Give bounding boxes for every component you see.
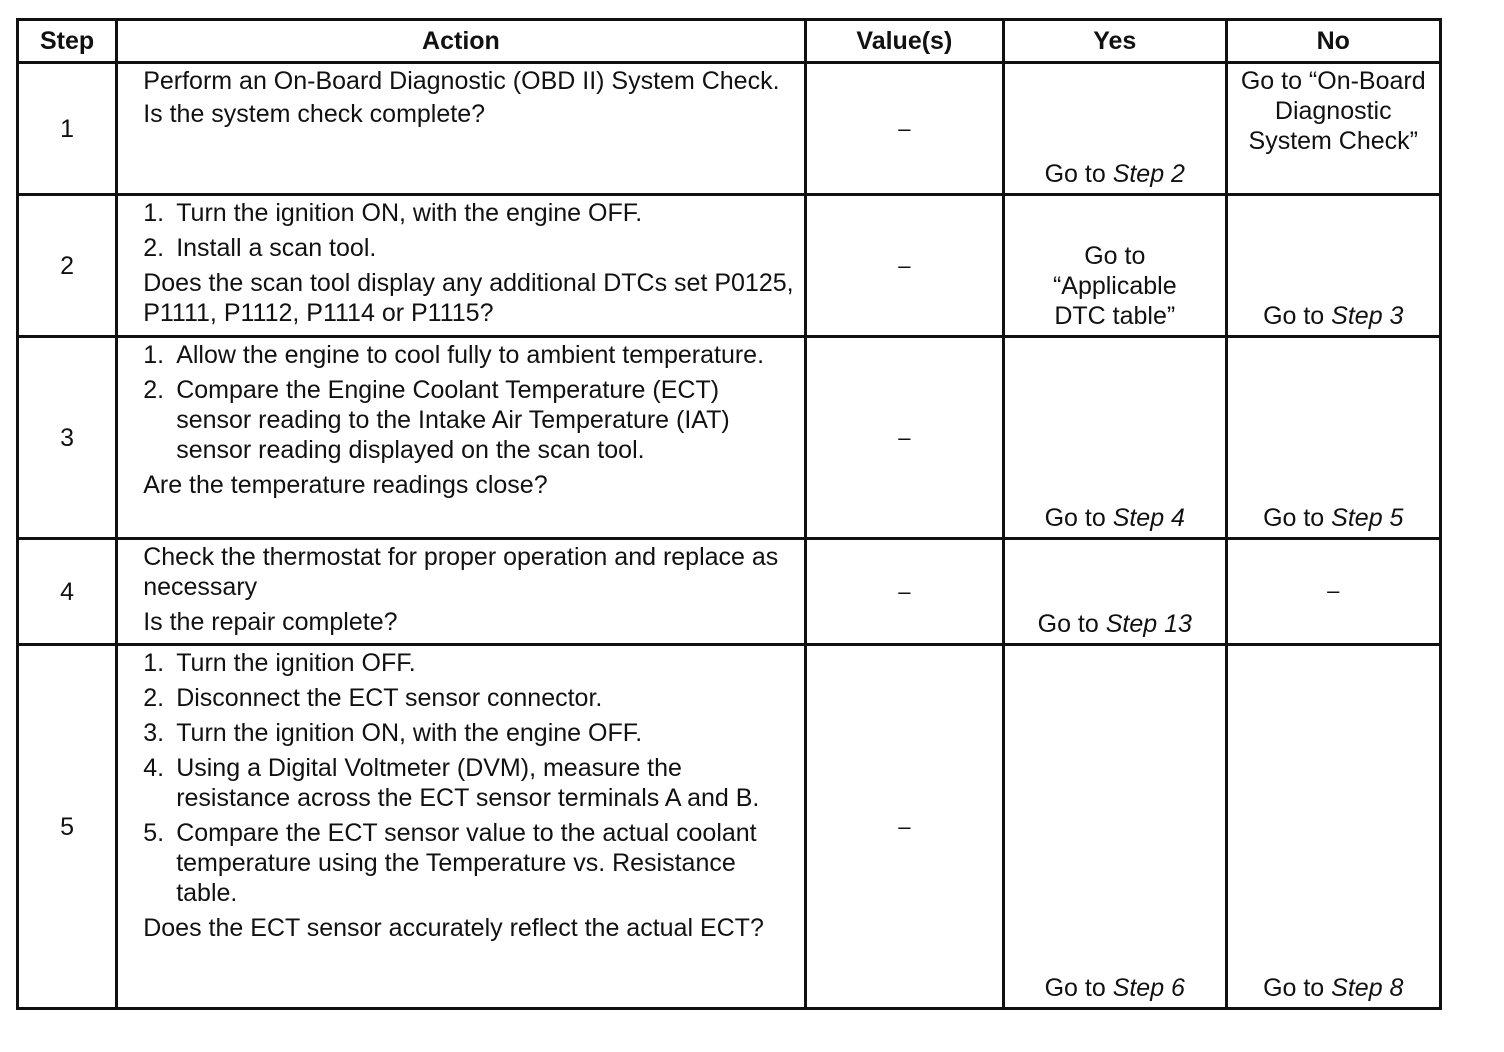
- action-question: Is the repair complete?: [143, 608, 398, 636]
- step-number: 1: [18, 63, 117, 195]
- item-text: Turn the ignition ON, with the engine OFF.: [176, 719, 643, 747]
- action-item: [143, 818, 793, 908]
- header-values: Value(s): [805, 20, 1003, 63]
- item-text: Turn the ignition ON, with the engine OFF.: [176, 199, 643, 227]
- value-cell: [805, 645, 1003, 1009]
- step-number: 3: [18, 337, 117, 539]
- yes-prefix: Go to: [1044, 504, 1106, 532]
- step-number: 4: [18, 539, 117, 645]
- no-cell: [1226, 337, 1440, 539]
- action-item: [143, 375, 793, 465]
- value-dash: –: [898, 579, 911, 604]
- yes-step-ref: Step 13: [1105, 610, 1192, 638]
- value-dash: –: [898, 116, 911, 141]
- item-text: Turn the ignition OFF.: [176, 649, 416, 677]
- action-cell: [117, 195, 805, 337]
- item-text: Compare the ECT sensor value to the actual coolant temperature using the Temperature vs. Resistance table.: [176, 819, 757, 907]
- yes-step-ref: Step 6: [1112, 974, 1185, 1002]
- item-text: Install a scan tool.: [176, 234, 377, 262]
- yes-prefix: Go to: [1037, 610, 1099, 638]
- item-number: 2.: [143, 376, 165, 404]
- action-cell: [117, 63, 805, 195]
- no-prefix: Go to: [1263, 504, 1325, 532]
- action-item: [143, 648, 793, 678]
- value-dash: –: [898, 253, 911, 278]
- no-dash: –: [1327, 578, 1340, 603]
- item-number: 5.: [143, 819, 165, 847]
- item-number: 1.: [143, 199, 165, 227]
- item-number: 2.: [143, 684, 165, 712]
- yes-text: Go to “Applicable DTC table”: [1052, 242, 1177, 330]
- item-number: 1.: [143, 341, 165, 369]
- yes-cell: [1004, 63, 1226, 195]
- item-text: Allow the engine to cool fully to ambient temperature.: [176, 341, 765, 369]
- action-question: Are the temperature readings close?: [143, 471, 548, 499]
- item-text: Disconnect the ECT sensor connector.: [176, 684, 603, 712]
- table-row-step-3: [18, 337, 1441, 539]
- value-cell: [805, 337, 1003, 539]
- value-cell: [805, 539, 1003, 645]
- yes-step-ref: Step 4: [1112, 504, 1185, 532]
- action-intro: Check the thermostat for proper operation and replace as necessary: [143, 543, 779, 601]
- no-step-ref: Step 3: [1331, 302, 1404, 330]
- yes-cell: [1004, 645, 1226, 1009]
- no-prefix: Go to: [1263, 302, 1325, 330]
- action-item: [143, 198, 793, 228]
- header-yes: Yes: [1004, 20, 1226, 63]
- no-cell: [1226, 195, 1440, 337]
- yes-prefix: Go to: [1044, 974, 1106, 1002]
- item-text: Compare the Engine Coolant Temperature (ECT) sensor reading to the Intake Air Temperature (IAT) sensor reading displayed on the scan tool.: [176, 376, 730, 464]
- diagnostic-table: [16, 18, 1442, 1010]
- table-row-step-4: [18, 539, 1441, 645]
- value-cell: [805, 195, 1003, 337]
- table-row-step-2: [18, 195, 1441, 337]
- action-question: Does the ECT sensor accurately reflect the actual ECT?: [143, 914, 764, 942]
- action-item: [143, 340, 793, 370]
- no-cell: [1226, 539, 1440, 645]
- yes-step-ref: Step 2: [1112, 160, 1185, 188]
- action-question: Does the scan tool display any additional DTCs set P0125, P1111, P1112, P1114 or P1115?: [143, 269, 794, 327]
- yes-cell: [1004, 195, 1226, 337]
- no-cell: [1226, 63, 1440, 195]
- yes-cell: [1004, 539, 1226, 645]
- item-number: 3.: [143, 719, 165, 747]
- table-row-step-5: [18, 645, 1441, 1009]
- action-item: [143, 753, 793, 813]
- step-number: 2: [18, 195, 117, 337]
- item-number: 2.: [143, 234, 165, 262]
- header-no: No: [1226, 20, 1440, 63]
- no-step-ref: Step 8: [1331, 974, 1404, 1002]
- action-item: [143, 233, 793, 263]
- value-dash: –: [898, 814, 911, 839]
- action-cell: [117, 337, 805, 539]
- yes-cell: [1004, 337, 1226, 539]
- action-cell: [117, 645, 805, 1009]
- no-step-ref: Step 5: [1331, 504, 1404, 532]
- action-intro: Perform an On-Board Diagnostic (OBD II) System Check.: [143, 67, 780, 95]
- action-item: [143, 683, 793, 713]
- action-cell: [117, 539, 805, 645]
- item-text: Using a Digital Voltmeter (DVM), measure the resistance across the ECT sensor terminals A and B.: [176, 754, 760, 812]
- action-item: [143, 718, 793, 748]
- no-prefix: Go to: [1263, 974, 1325, 1002]
- value-cell: [805, 63, 1003, 195]
- action-question: Is the system check complete?: [143, 100, 486, 128]
- table-row-step-1: [18, 63, 1441, 195]
- step-number: 5: [18, 645, 117, 1009]
- value-dash: –: [898, 425, 911, 450]
- yes-prefix: Go to: [1044, 160, 1106, 188]
- no-cell: [1226, 645, 1440, 1009]
- header-action: Action: [117, 20, 805, 63]
- item-number: 1.: [143, 649, 165, 677]
- header-step: Step: [18, 20, 117, 63]
- no-text: Go to “On-Board Diagnostic System Check”: [1240, 67, 1426, 155]
- item-number: 4.: [143, 754, 165, 782]
- table-header-row: [18, 20, 1441, 63]
